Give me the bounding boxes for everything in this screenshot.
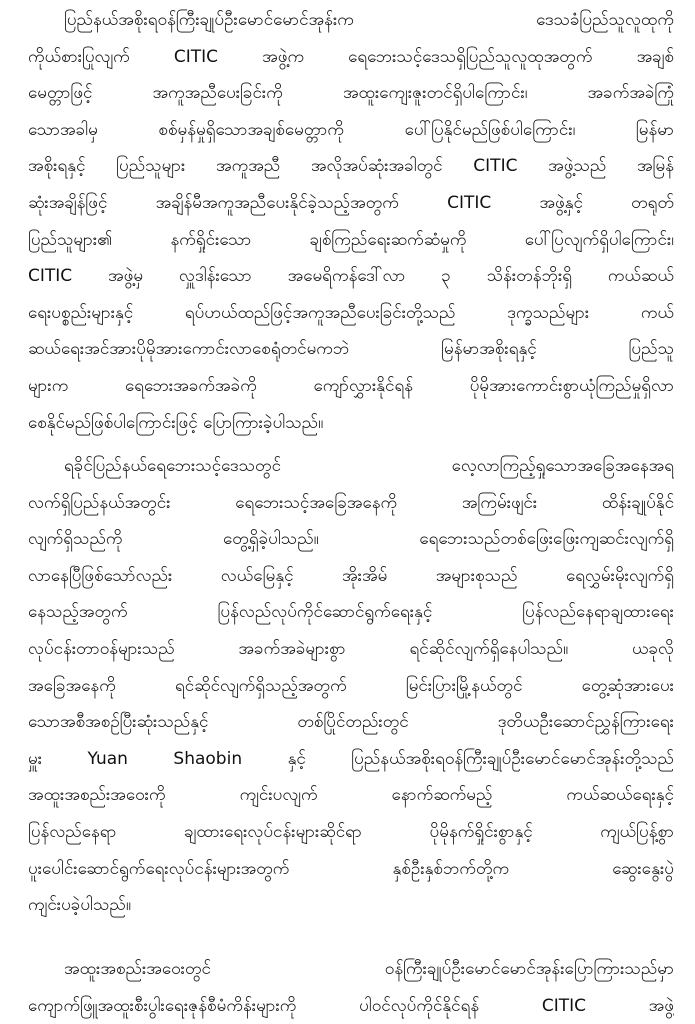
paragraph-line: CITIC အဖွဲ့မှ လှူဒါန်းသော အမေရိကန်ဒေါ်လာ ၃ သိန်းတန်ဘိုးရှိ ကယ်ဆယ် xyxy=(28,266,674,287)
paragraph-line: များက ရေဘေးအခက်အခဲကို ကျော်လွှားနိုင်ရန် ပိုမိုအားကောင်းစွာယုံကြည်မှုရှိလာ xyxy=(28,375,674,396)
paragraph-line: အစိုးရနှင့် ပြည်သူများ အကူအညီ အလိုအပ်ဆုံးအခါတွင် CITIC အဖွဲ့သည် အမြန် xyxy=(28,156,674,177)
paragraph-line: သောအခါမှ စစ်မှန်မှုရှိသောအချစ်မေတ္တာကို ပေါ်ပြနိုင်မည်ဖြစ်ပါကြောင်း၊ မြန်မာ xyxy=(28,119,674,140)
paragraph-1 xyxy=(28,2,674,441)
paragraph-line: လျက်ရှိသည်ကို တွေ့ရှိခဲ့ပါသည်။ ရေဘေးသည်တစ်ဖြေးဖြေးကျဆင်းလျက်ရှိ xyxy=(28,529,674,550)
paragraph-line: မေတ္တာဖြင့် အကူအညီပေးခြင်းကို အထူးကျေးဇူးတင်ရှိပါကြောင်း၊ အခက်အခဲကြုံ xyxy=(28,83,674,104)
paragraph-line: ဆုံးအချိန်ဖြင့် အချိန်မီအကူအညီပေးနိုင်ခဲ့သည့်အတွက် CITIC အဖွဲ့နှင့် တရုတ် xyxy=(28,192,674,213)
paragraph-line: နေသည့်အတွက် ပြန်လည်လုပ်ကိုင်ဆောင်ရွက်ရေးနှင့် ပြန်လည်နေရာချထားရေး xyxy=(28,602,674,623)
paragraph-line: ပြည်နယ်အစိုးရဝန်ကြီးချုပ်ဦးမောင်မောင်အုန်းက ဒေသခံပြည်သူလူထုကို xyxy=(64,10,674,30)
paragraph-2 xyxy=(28,448,674,924)
paragraph-line: စေနိုင်မည်ဖြစ်ပါကြောင်းဖြင့် ပြောကြားခဲ့ပါသည်။ xyxy=(28,412,324,433)
paragraph-line: ရခိုင်ပြည်နယ်ရေဘေးသင့်ဒေသတွင် လေ့လာကြည့်ရှုသောအခြေအနေအရ xyxy=(64,456,674,476)
paragraph-line: အခြေအနေကို ရင်ဆိုင်လျက်ရှိသည့်အတွက် မြင်းပြားမြို့နယ်တွင် တွေ့ဆုံအားပေး xyxy=(28,675,674,696)
paragraph-line: လက်ရှိပြည်နယ်အတွင်း ရေဘေးသင့်အခြေအနေကို အကြမ်းဖျင်း ထိန်းချုပ်နိုင် xyxy=(28,492,674,513)
paragraph-line: ပြည်သူများ၏ နက်ရှိုင်းသော ချစ်ကြည်ရေးဆက်ဆံမှုကို ပေါ်ပြလျက်ရှိပါကြောင်း၊ xyxy=(28,229,674,250)
paragraph-line: မှူး Yuan Shaobin နှင့် ပြည်နယ်အစိုးရဝန်ကြီးချုပ်ဦးမောင်မောင်အုန်းတို့သည် xyxy=(28,748,674,769)
paragraph-line: ကိုယ်စားပြုလျက် CITIC အဖွဲ့က ရေဘေးသင့်ဒေသရှိပြည်သူလူထုအတွက် အချစ် xyxy=(28,46,674,67)
paragraph-line: လုပ်ငန်းတာဝန်များသည် အခက်အခဲများစွာ ရင်ဆိုင်လျက်ရှိနေပါသည်။ ယခုလို xyxy=(28,638,674,659)
paragraph-line: ပြန်လည်နေရာ ချထားရေးလုပ်ငန်းများဆိုင်ရာ ပိုမိုနက်ရှိုင်းစွာနှင့် ကျယ်ပြန့်စွာ xyxy=(28,821,674,842)
paragraph-line: အထူးအစည်းအဝေးကို ကျင်းပလျက် နောက်ဆက်မည့် ကယ်ဆယ်ရေးနှင့် xyxy=(28,785,674,806)
paragraph-line: သောအစီအစဉ်ပြီးဆုံးသည်နှင့် တစ်ပြိုင်တည်းတွင် ဒုတိယဦးဆောင်ညွှန်ကြားရေး xyxy=(28,712,674,733)
paragraph-line: ကျောက်ဖြူအထူးစီးပွါးရေးဇုန်စီမံကိန်းများကို ပါဝင်လုပ်ကိုင်နိုင်ရန် CITIC အဖွဲ့ xyxy=(28,995,674,1016)
paragraph-line: ဆယ်ရေးအင်အားပိုမိုအားကောင်းလာစေရုံတင်မကဘဲ မြန်မာအစိုးရနှင့် ပြည်သူ xyxy=(28,339,674,360)
paragraph-line: လာနေပြီဖြစ်သော်လည်း လယ်မြေနှင့် အိုးအိမ် အများစုသည် ရေလွှမ်းမိုးလျက်ရှိ xyxy=(28,565,674,586)
paragraph-line: ကျင်းပခဲ့ပါသည်။ xyxy=(28,895,131,916)
paragraph-line: ပူးပေါင်းဆောင်ရွက်ရေးလုပ်ငန်းများအတွက် နှစ်ဦးနှစ်ဘက်တို့က ဆွေးနွေးပွဲ xyxy=(28,858,674,879)
paragraph-line: အထူးအစည်းအဝေးတွင် ဝန်ကြီးချုပ်ဦးမောင်မောင်အုန်းပြောကြားသည်မှာ xyxy=(64,959,674,979)
paragraph-line: ရေးပစ္စည်းများနှင့် ရပ်ဟယ်ထည်ဖြင့်အကူအညီပေးခြင်းတို့သည် ဒုက္ခသည်များ ကယ် xyxy=(28,302,674,323)
paragraph-3 xyxy=(28,951,674,1024)
